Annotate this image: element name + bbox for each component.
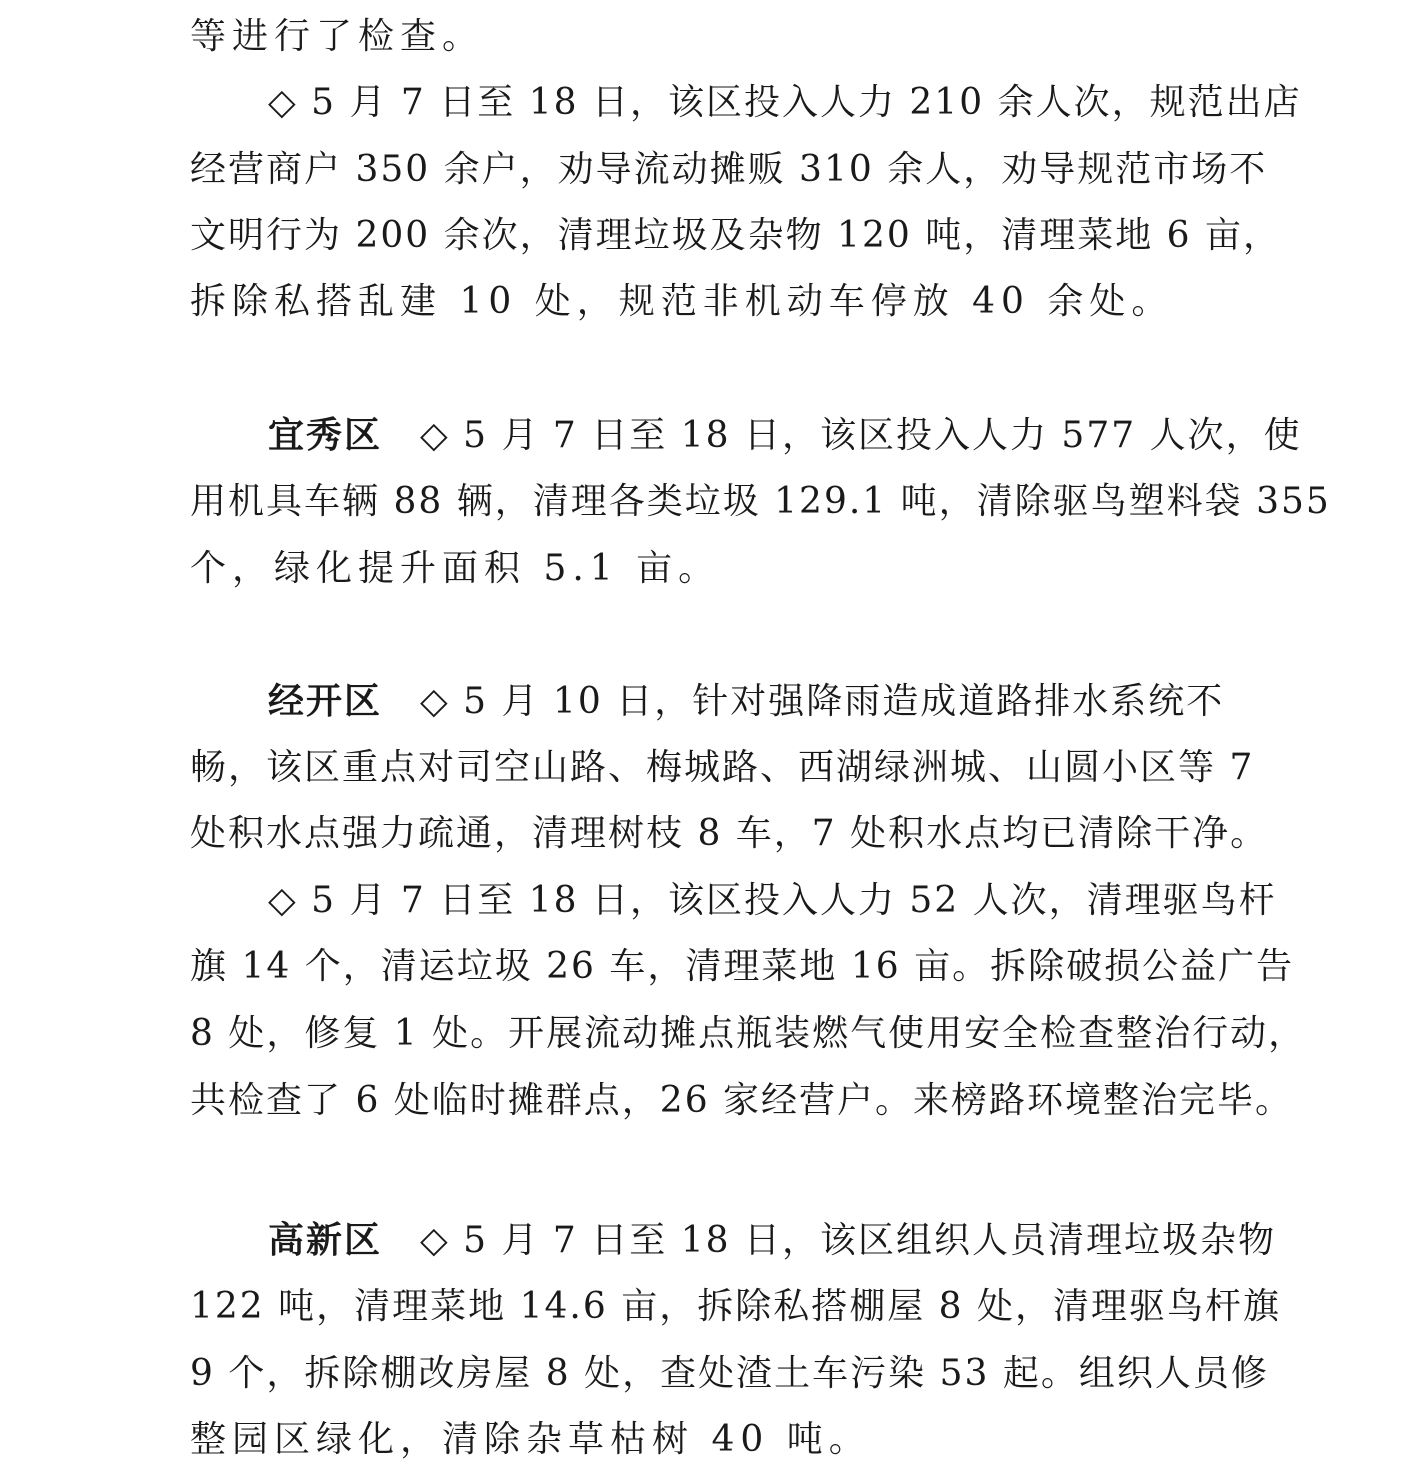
text-segment: ◇ 5 月 10 日，针对强降雨造成道路排水系统不	[420, 681, 1225, 722]
district-paragraph-start	[268, 678, 1224, 726]
district-paragraph-start	[268, 412, 1302, 460]
text-line: 拆除私搭乱建 10 处，规范非机动车停放 40 余处。	[190, 281, 1174, 322]
text-segment: ◇ 5 月 7 日至 18 日，该区投入人力 577 人次，使	[420, 415, 1302, 456]
text-line: 用机具车辆 88 辆，清理各类垃圾 129.1 吨，清除驱鸟塑料袋 355	[190, 481, 1331, 522]
text-segment: ◇ 5 月 7 日至 18 日，该区组织人员清理垃圾杂物	[420, 1220, 1276, 1261]
text-line: 个，绿化提升面积 5.1 亩。	[190, 548, 721, 589]
text-line: 等进行了检查。	[190, 16, 485, 57]
text-line: 文明行为 200 余次，清理垃圾及杂物 120 吨，清理菜地 6 亩，	[190, 215, 1281, 256]
district-name-yixiu: 宜秀区	[268, 415, 383, 456]
text-line: 共检查了 6 处临时摊群点，26 家经营户。来榜路环境整治完毕。	[190, 1080, 1294, 1121]
text-line: 122 吨，清理菜地 14.6 亩，拆除私搭棚屋 8 处，清理驱鸟杆旗	[190, 1286, 1281, 1327]
text-line: 经营商户 350 余户，劝导流动摊贩 310 余人，劝导规范市场不	[190, 149, 1268, 190]
text-line: 处积水点强力疏通，清理树枝 8 车，7 处积水点均已清除干净。	[190, 813, 1269, 854]
text-line: 畅，该区重点对司空山路、梅城路、西湖绿洲城、山圆小区等 7	[190, 747, 1255, 788]
district-name-gaoxin: 高新区	[268, 1220, 383, 1261]
text-line: 整园区绿化，清除杂草枯树 40 吨。	[190, 1419, 871, 1460]
text-line: 9 个，拆除棚改房屋 8 处，查处渣土车污染 53 起。组织人员修	[190, 1353, 1269, 1394]
district-name-jingkai: 经开区	[268, 681, 383, 722]
text-line: 8 处，修复 1 处。开展流动摊点瓶装燃气使用安全检查整治行动，	[190, 1013, 1307, 1054]
text-line: ◇ 5 月 7 日至 18 日，该区投入人力 52 人次，清理驱鸟杆	[268, 880, 1277, 921]
text-line: 旗 14 个，清运垃圾 26 车，清理菜地 16 亩。拆除破损公益广告	[190, 946, 1295, 987]
district-paragraph-start	[268, 1217, 1276, 1265]
text-line: ◇ 5 月 7 日至 18 日，该区投入人力 210 余人次，规范出店	[268, 82, 1302, 123]
